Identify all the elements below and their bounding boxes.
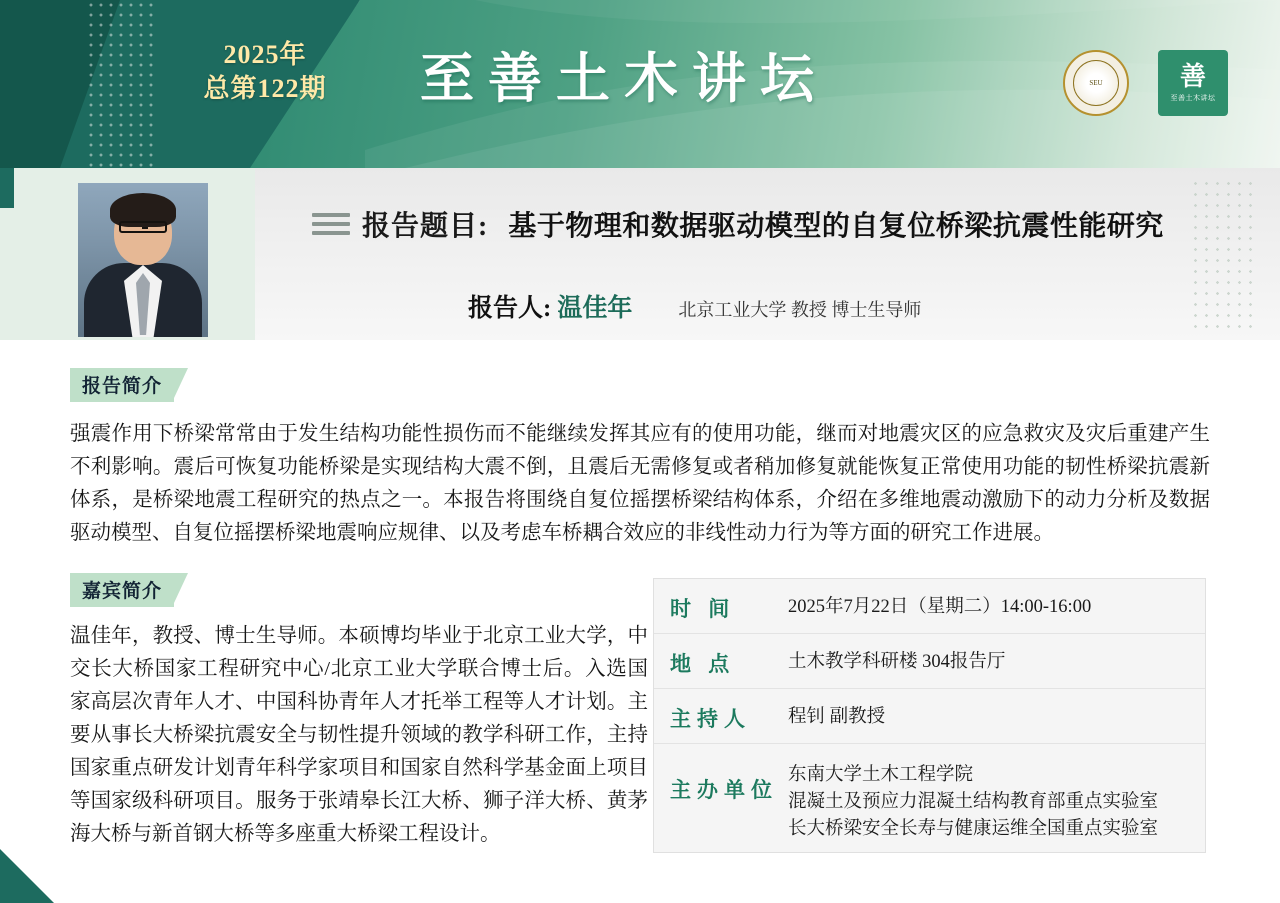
info-value-organizers (788, 744, 1158, 843)
forum-title: 至善土木讲坛 (420, 49, 828, 109)
abstract-heading (70, 370, 174, 400)
report-title-row (312, 198, 1212, 250)
bio-heading-label: 嘉宾简介 (70, 573, 174, 607)
info-key-organizers: 主办单位 (670, 778, 778, 802)
speaker-portrait (78, 183, 208, 337)
bio-heading (70, 575, 174, 605)
speaker-name: 温佳年 (557, 295, 633, 322)
info-row-time (654, 579, 1205, 634)
abstract-text: 强震作用下桥梁常常由于发生结构功能性损伤而不能继续发挥其应有的使用功能，继而对地震灾区的应急救灾及灾后重建产生不利影响。震后可恢复功能桥梁是实现结构大震不倒，且震后无需修复或者稍加修复就能恢复正常使用功能的韧性桥梁抗震新体系，是桥梁地震工程研究的热点之一。本报告将围绕自复位摇摆桥梁结构体系，介绍在多维地震动激励下的动力分析及数据驱动模型、自复位摇摆桥梁地震响应规律、以及考虑车桥耦合效应的非线性动力行为等方面的研究工作进展。 (70, 423, 1210, 544)
info-value-host: 程钊 副教授 (788, 707, 886, 727)
university-seal-inner: SEU (1073, 60, 1119, 106)
forum-logo-text: 至善土木讲坛 (1170, 94, 1216, 102)
info-row-organizers (654, 744, 1205, 852)
menu-lines-icon (312, 213, 350, 235)
issue-number (190, 38, 340, 106)
forum-logo (1158, 50, 1228, 116)
portrait-glasses (119, 221, 167, 233)
report-title-label: 报告题目: (362, 211, 489, 242)
organizer-line-1: 东南大学土木工程学院 (788, 765, 974, 785)
info-key-location: 地 点 (670, 652, 736, 676)
info-key-time: 时 间 (670, 597, 736, 621)
left-accent-bar (0, 168, 14, 208)
abstract-heading-label: 报告简介 (70, 368, 174, 402)
speaker-label: 报告人: (468, 295, 552, 322)
report-title-text: 基于物理和数据驱动模型的自复位桥梁抗震性能研究 (508, 211, 1164, 242)
issue-serial: 总第122期 (203, 74, 327, 103)
forum-logo-glyph: 善 (1179, 61, 1206, 91)
organizer-line-3: 长大桥梁安全长寿与健康运维全国重点实验室 (788, 819, 1159, 839)
info-row-host (654, 689, 1205, 744)
issue-year: 2025年 (223, 40, 307, 69)
poster-header (0, 0, 1280, 168)
speaker-row (468, 288, 1228, 324)
event-info-table (653, 578, 1206, 853)
university-seal-logo (1063, 50, 1129, 116)
organizer-line-2: 混凝土及预应力混凝土结构教育部重点实验室 (788, 792, 1159, 812)
speaker-affiliation: 北京工业大学 教授 博士生导师 (678, 300, 922, 320)
info-value-location: 土木教学科研楼 304报告厅 (788, 652, 1006, 672)
info-key-host: 主持人 (670, 707, 751, 731)
info-value-time: 2025年7月22日（星期二）14:00-16:00 (788, 597, 1092, 617)
header-dot-pattern (86, 0, 156, 168)
info-row-location (654, 634, 1205, 689)
bottom-left-corner-accent (0, 849, 54, 903)
bio-text: 温佳年，教授、博士生导师。本硕博均毕业于北京工业大学，中交长大桥国家工程研究中心/北京工业大学联合博士后。入选国家高层次青年人才、中国科协青年人才托举工程等人才计划。主要从事长大桥梁抗震安全与韧性提升领域的教学科研工作，主持国家重点研发计划青年科学家项目和国家自然科学基金面上项目等国家级科研项目。服务于张靖皋长江大桥、狮子洋大桥、黄茅海大桥与新首钢大桥等多座重大桥梁工程设计。 (70, 625, 648, 845)
